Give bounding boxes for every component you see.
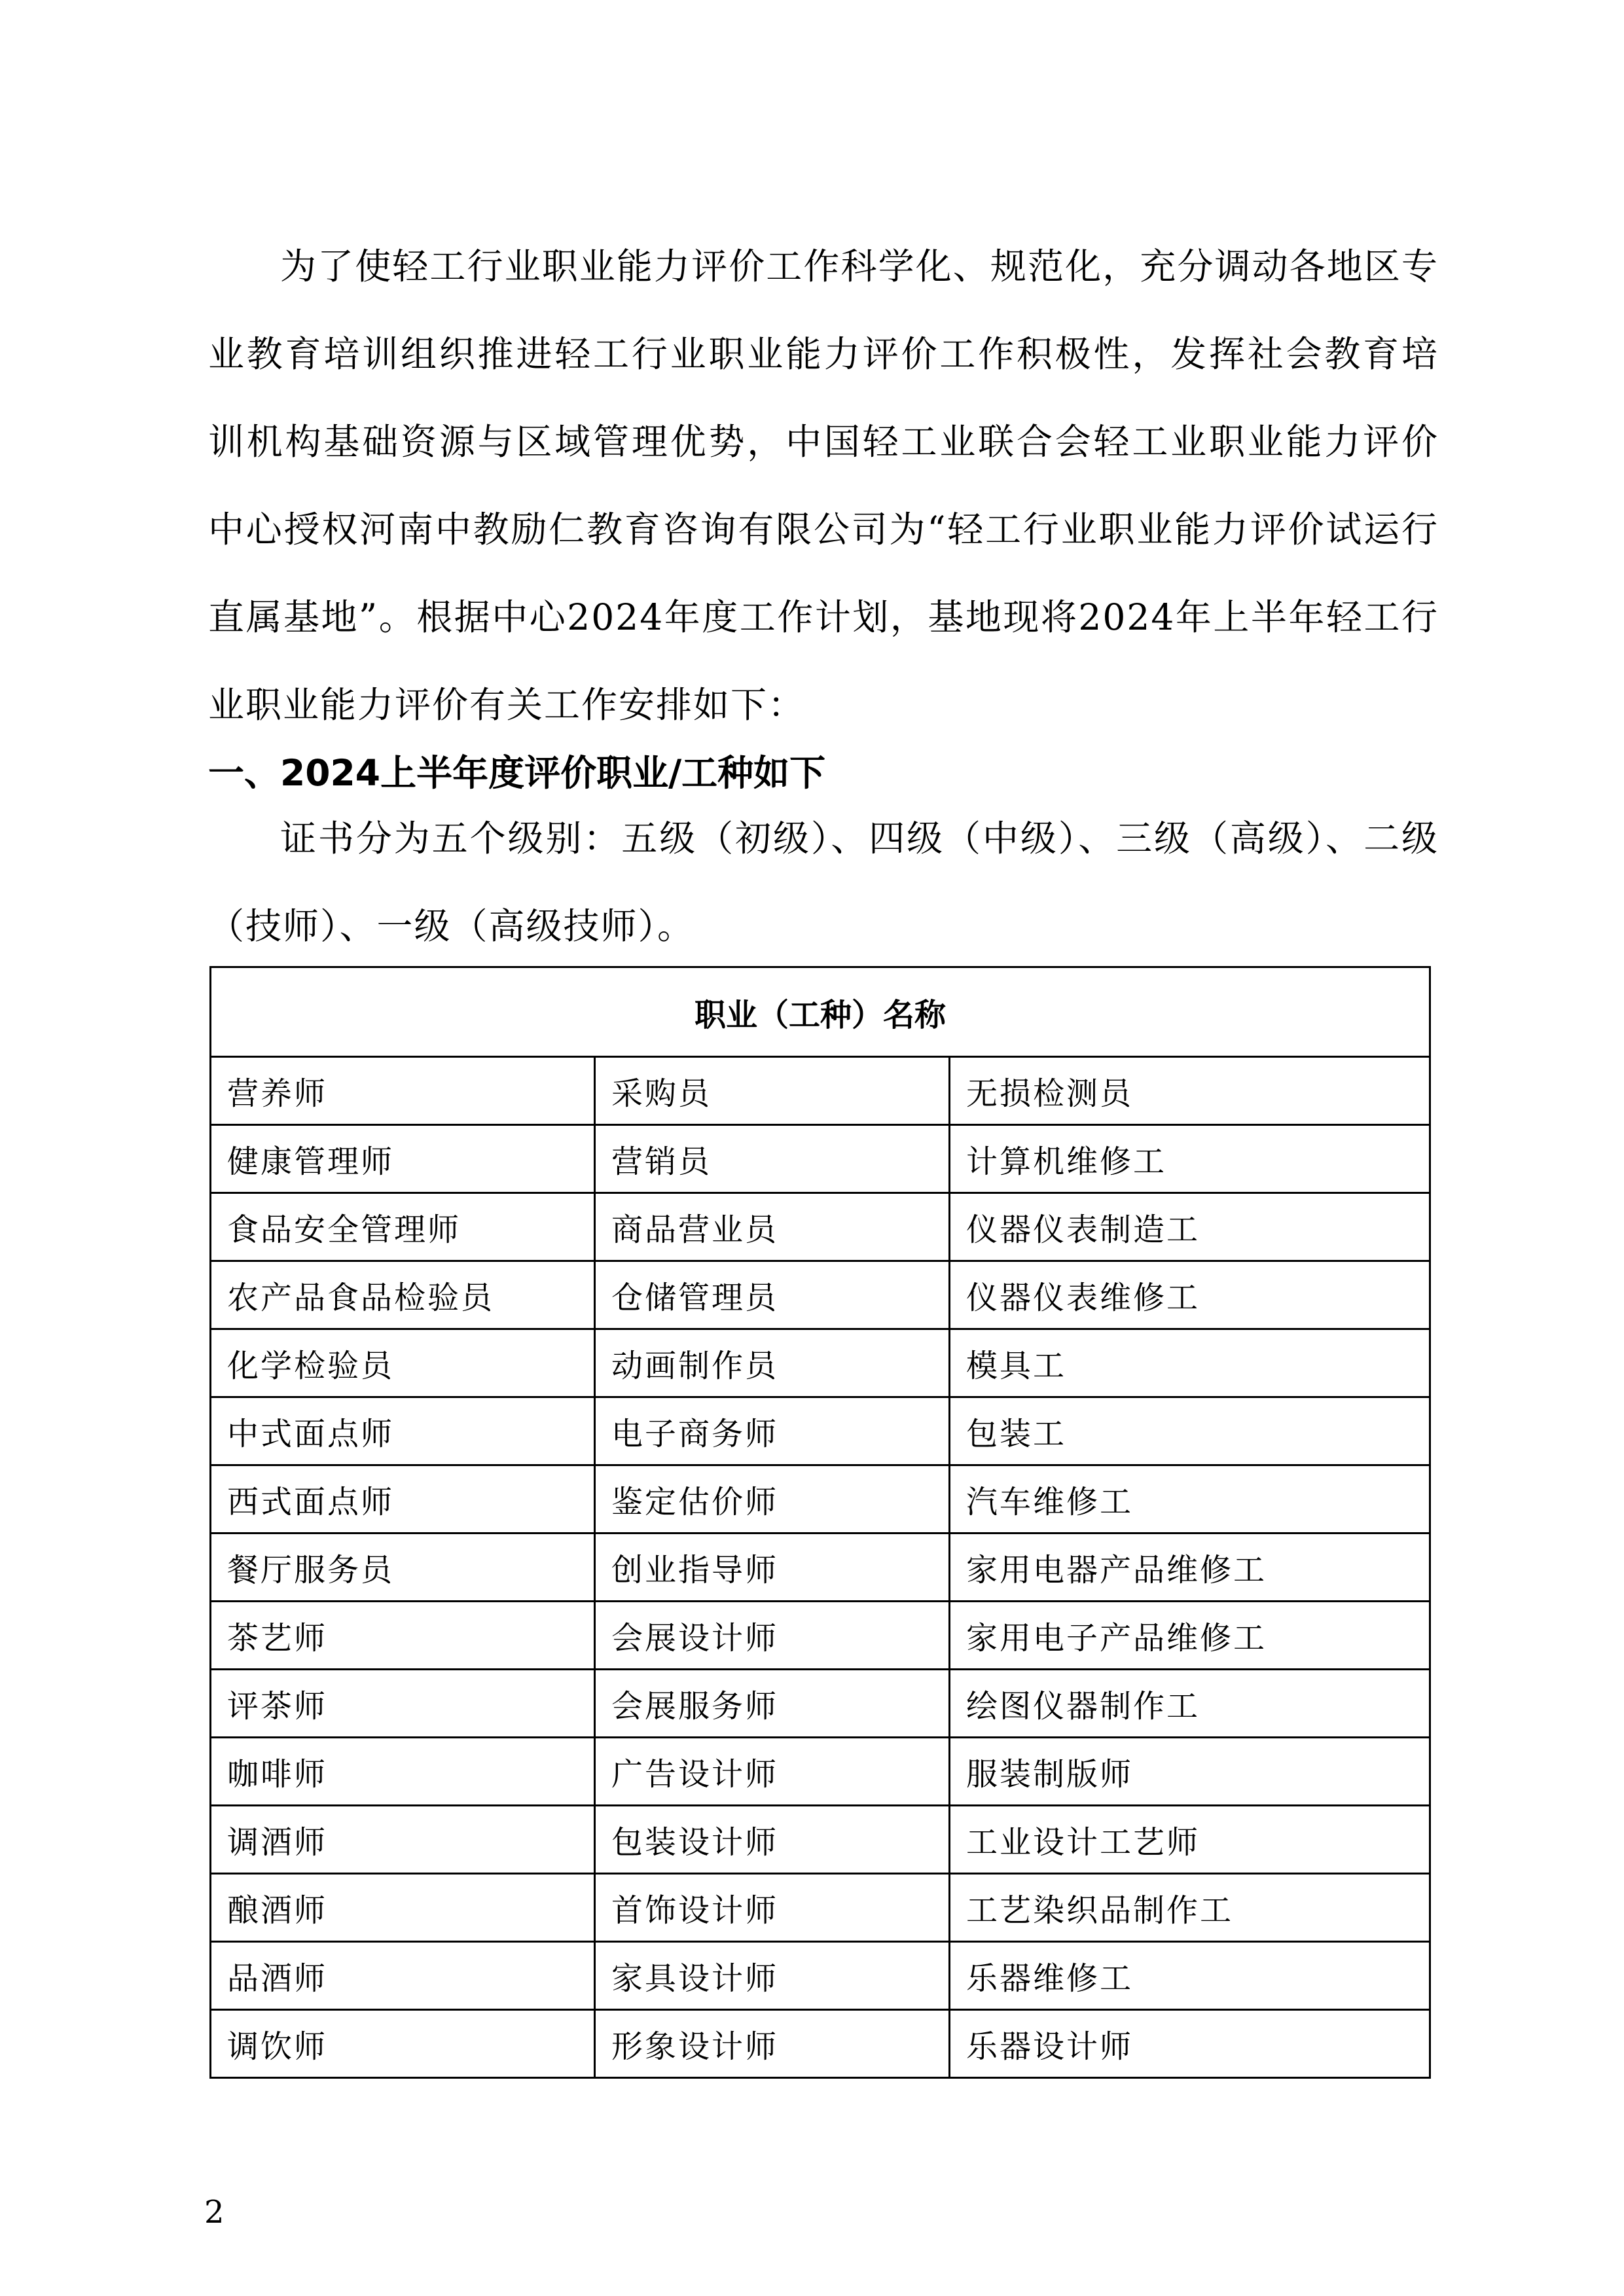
table-cell: 家用电子产品维修工 xyxy=(950,1602,1430,1670)
table-header-row xyxy=(211,967,1430,1057)
table-cell: 营养师 xyxy=(211,1057,595,1125)
table-cell: 茶艺师 xyxy=(211,1602,595,1670)
table-row xyxy=(211,1602,1430,1670)
table-cell: 广告设计师 xyxy=(595,1738,950,1806)
table-cell: 绘图仪器制作工 xyxy=(950,1670,1430,1738)
table-cell: 形象设计师 xyxy=(595,2010,950,2078)
table-row xyxy=(211,1397,1430,1465)
table-cell: 调饮师 xyxy=(211,2010,595,2078)
table-cell: 乐器维修工 xyxy=(950,1942,1430,2010)
table-cell: 家用电器产品维修工 xyxy=(950,1534,1430,1602)
table-cell: 无损检测员 xyxy=(950,1057,1430,1125)
table-cell: 营销员 xyxy=(595,1125,950,1193)
table-row xyxy=(211,2010,1430,2078)
table-cell: 家具设计师 xyxy=(595,1942,950,2010)
table-cell: 商品营业员 xyxy=(595,1193,950,1261)
table-cell: 咖啡师 xyxy=(211,1738,595,1806)
table-cell: 西式面点师 xyxy=(211,1465,595,1534)
table-cell: 包装设计师 xyxy=(595,1806,950,1874)
table-body xyxy=(211,1057,1430,2078)
table-cell: 鉴定估价师 xyxy=(595,1465,950,1534)
table-cell: 仓储管理员 xyxy=(595,1261,950,1329)
table-cell: 计算机维修工 xyxy=(950,1125,1430,1193)
table-cell: 农产品食品检验员 xyxy=(211,1261,595,1329)
intro-paragraph: 为了使轻工行业职业能力评价工作科学化、规范化，充分调动各地区专业教育培训组织推进轻工行业职业能力评价工作积极性，发挥社会教育培训机构基础资源与区域管理优势，中国轻工业联合会轻工业职业能力评价中心授权河南中教励仁教育咨询有限公司为“轻工行业职业能力评价试运行直属基地”。根据中心2024年度工作计划，基地现将2024年上半年轻工行业职业能力评价有关工作安排如下： xyxy=(208,245,1439,726)
table-cell: 模具工 xyxy=(950,1329,1430,1397)
table-cell: 工业设计工艺师 xyxy=(950,1806,1430,1874)
table-cell: 汽车维修工 xyxy=(950,1465,1430,1534)
table-cell: 健康管理师 xyxy=(211,1125,595,1193)
table-cell: 服装制版师 xyxy=(950,1738,1430,1806)
table-row xyxy=(211,1534,1430,1602)
table-cell: 工艺染织品制作工 xyxy=(950,1874,1430,1942)
table-cell: 品酒师 xyxy=(211,1942,595,2010)
occupation-table xyxy=(209,966,1431,2079)
table-row xyxy=(211,1193,1430,1261)
table-row xyxy=(211,1261,1430,1329)
table-cell: 会展设计师 xyxy=(595,1602,950,1670)
table-cell: 采购员 xyxy=(595,1057,950,1125)
table-cell: 化学检验员 xyxy=(211,1329,595,1397)
table-cell: 中式面点师 xyxy=(211,1397,595,1465)
table-row xyxy=(211,1738,1430,1806)
table-cell: 调酒师 xyxy=(211,1806,595,1874)
levels-paragraph: 证书分为五个级别：五级（初级）、四级（中级）、三级（高级）、二级（技师）、一级（高级技师）。 xyxy=(208,817,1439,947)
table-row xyxy=(211,1465,1430,1534)
table-cell: 包装工 xyxy=(950,1397,1430,1465)
table-row xyxy=(211,1670,1430,1738)
table-cell: 乐器设计师 xyxy=(950,2010,1430,2078)
table-header: 职业（工种）名称 xyxy=(211,967,1430,1057)
table-cell: 评茶师 xyxy=(211,1670,595,1738)
table-cell: 会展服务师 xyxy=(595,1670,950,1738)
table-row xyxy=(211,1942,1430,2010)
section-heading: 一、2024上半年度评价职业/工种如下 xyxy=(208,752,826,794)
table-row xyxy=(211,1806,1430,1874)
table-cell: 创业指导师 xyxy=(595,1534,950,1602)
table-cell: 动画制作员 xyxy=(595,1329,950,1397)
table-cell: 餐厅服务员 xyxy=(211,1534,595,1602)
table-cell: 食品安全管理师 xyxy=(211,1193,595,1261)
table-row xyxy=(211,1329,1430,1397)
table-cell: 首饰设计师 xyxy=(595,1874,950,1942)
table-cell: 酿酒师 xyxy=(211,1874,595,1942)
table-cell: 仪器仪表制造工 xyxy=(950,1193,1430,1261)
page-number: 2 xyxy=(204,2194,225,2231)
table-row xyxy=(211,1125,1430,1193)
table-row xyxy=(211,1057,1430,1125)
table-cell: 仪器仪表维修工 xyxy=(950,1261,1430,1329)
table-row xyxy=(211,1874,1430,1942)
table-cell: 电子商务师 xyxy=(595,1397,950,1465)
